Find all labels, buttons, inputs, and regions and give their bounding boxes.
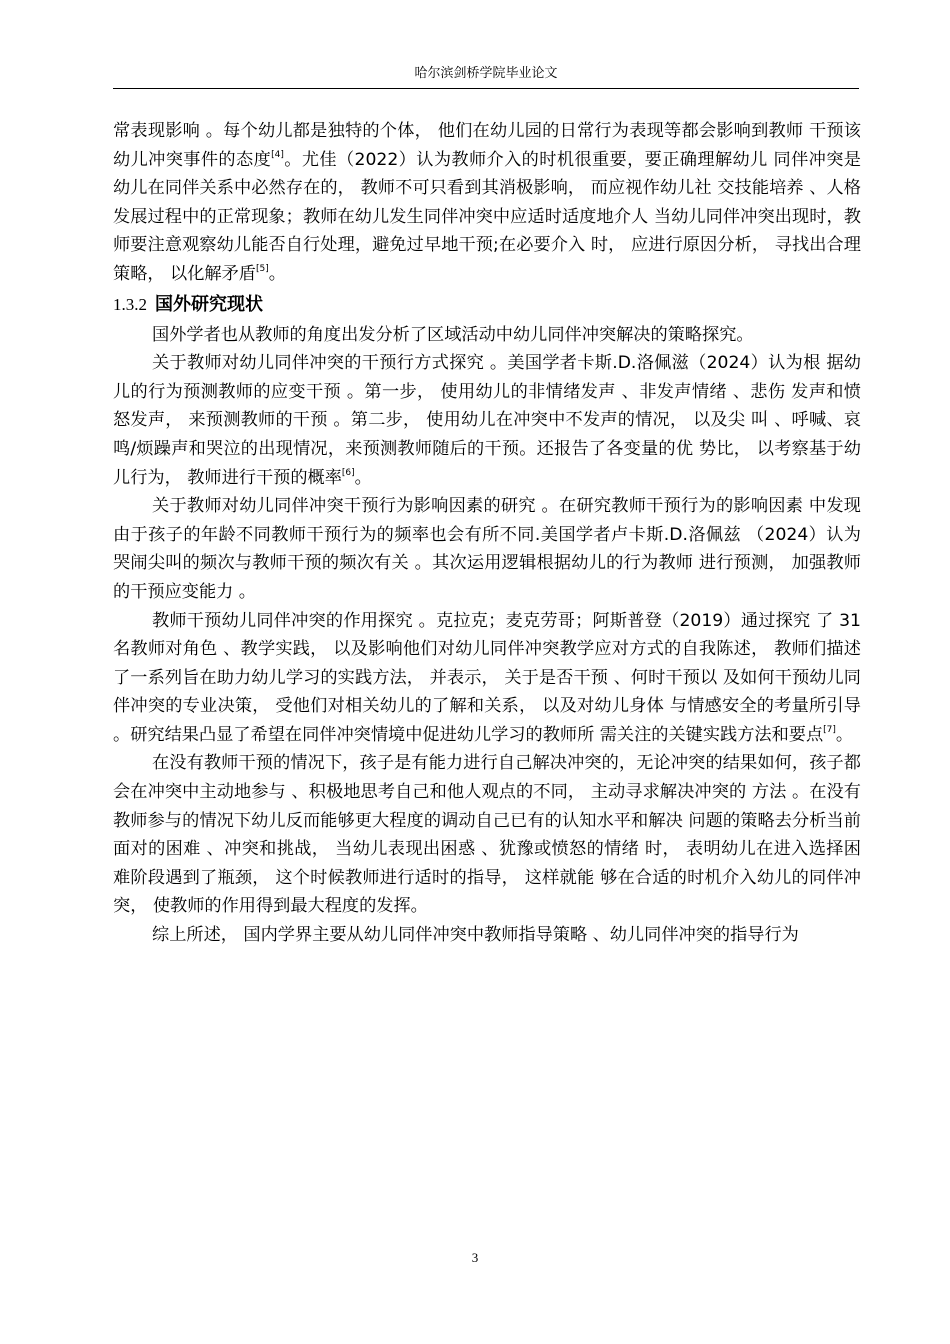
- paragraph-text: 。: [354, 467, 372, 488]
- citation-ref: [5]: [255, 263, 269, 274]
- citation-ref: [6]: [341, 467, 355, 478]
- citation-ref: [7]: [823, 724, 836, 735]
- section-heading: [113, 290, 861, 320]
- paragraph-text: 关于教师对幼儿同伴冲突干预行为影响因素的研究 。在研究教师干预行为的影响因素 中发现由于孩子的年龄不同教师干预行为的频率也会有所不同.美国学者卢卡斯.D.洛佩兹 （2024）认为哭闹尖叫的频次与教师干预的频次有关 。其次运用逻辑根据幼儿的行为教师 进行预测， 加强教师的干预应变能力 。: [113, 496, 861, 602]
- paragraph: [113, 492, 861, 606]
- paragraph-text: 常表现影响 。每个幼儿都是独特的个体， 他们在幼儿园的日常行为表现等都会影响到教师 干预该幼儿冲突事件的态度: [113, 121, 861, 170]
- paragraph-text: 。尤佳（2022）认为教师介入的时机很重要，要正确理解幼儿 同伴冲突是幼儿在同伴关系中必然存在的， 教师不可只看到其消极影响， 而应视作幼儿社 交技能培养 、人格发展过程中的正常现象；教师在幼儿发生同伴冲突中应适时适度地介人 当幼儿同伴冲突出现时，教师要注意观察幼儿能否自行处理，避免过早地干预;在必要介入 时， 应进行原因分析， 寻找出合理策略， 以化解矛盾: [113, 149, 861, 284]
- paragraph: [113, 921, 861, 950]
- citation-ref: [4]: [271, 149, 284, 160]
- paragraph: [113, 349, 861, 492]
- section-number: 1.3.2: [113, 294, 147, 314]
- paragraph-text: 在没有教师干预的情况下，孩子是有能力进行自己解决冲突的，无论冲突的结果如何，孩子都会在冲突中主动地参与 、积极地思考自己和他人观点的不同， 主动寻求解决冲突的 方法 。在没有教师参与的情况下幼儿反而能够更大程度的调动自己已有的认知水平和解决 问题的策略去分析当前面对的困难 、冲突和挑战， 当幼儿表现出困惑 、犹豫或愤怒的情绪 时， 表明幼儿在进入选择困难阶段遇到了瓶颈， 这个时候教师进行适时的指导， 这样就能 够在合适的时机介入幼儿的同伴冲突， 使教师的作用得到最大程度的发挥。: [113, 753, 861, 917]
- paragraph: [113, 321, 861, 350]
- paragraph-text: 国外学者也从教师的角度出发分析了区域活动中幼儿同伴冲突解决的策略探究。: [152, 324, 754, 345]
- paragraph-continued: [113, 117, 861, 289]
- page-number: 3: [471, 1250, 479, 1265]
- paragraph-text: 。: [835, 724, 854, 745]
- section-title: 国外研究现状: [155, 293, 263, 315]
- paragraph-text: 。: [268, 263, 286, 284]
- paragraph-text: 教师干预幼儿同伴冲突的作用探究 。克拉克；麦克劳哥；阿斯普登（2019）通过探究 了 31 名教师对角色 、教学实践， 以及影响他们对幼儿同伴冲突教学应对方式的自我陈述， 教师们描述了一系列旨在助力幼儿学习的实践方法， 并表示， 关于是否干预 、何时干预以 及如何干预幼儿同伴冲突的专业决策， 受他们对相关幼儿的了解和关系， 以及对幼儿身体 与情感安全的考量所引导 。研究结果凸显了希望在同伴冲突情境中促进幼儿学习的教师所 需关注的关键实践方法和要点: [113, 610, 861, 745]
- paragraph: [113, 749, 861, 921]
- body-text: [113, 117, 861, 950]
- paragraph-text: 综上所述， 国内学界主要从幼儿同伴冲突中教师指导策略 、幼儿同伴冲突的指导行为: [152, 925, 799, 946]
- paragraph-text: 关于教师对幼儿同伴冲突的干预行方式探究 。美国学者卡斯.D.洛佩滋（2024）认为根 据幼儿的行为预测教师的应变干预 。第一步， 使用幼儿的非情绪发声 、非发声情绪 、悲伤 发声和愤怒发声， 来预测教师的干预 。第二步， 使用幼儿在冲突中不发声的情况， 以及尖 叫 、呼喊、哀鸣/烦躁声和哭泣的出现情况，来预测教师随后的干预。还报告了各变量的优 势比， 以考察基于幼儿行为， 教师进行干预的概率: [113, 353, 861, 488]
- running-header: 哈尔滨剑桥学院毕业论文: [414, 66, 558, 81]
- paragraph: [113, 607, 861, 750]
- header-rule: [113, 88, 859, 89]
